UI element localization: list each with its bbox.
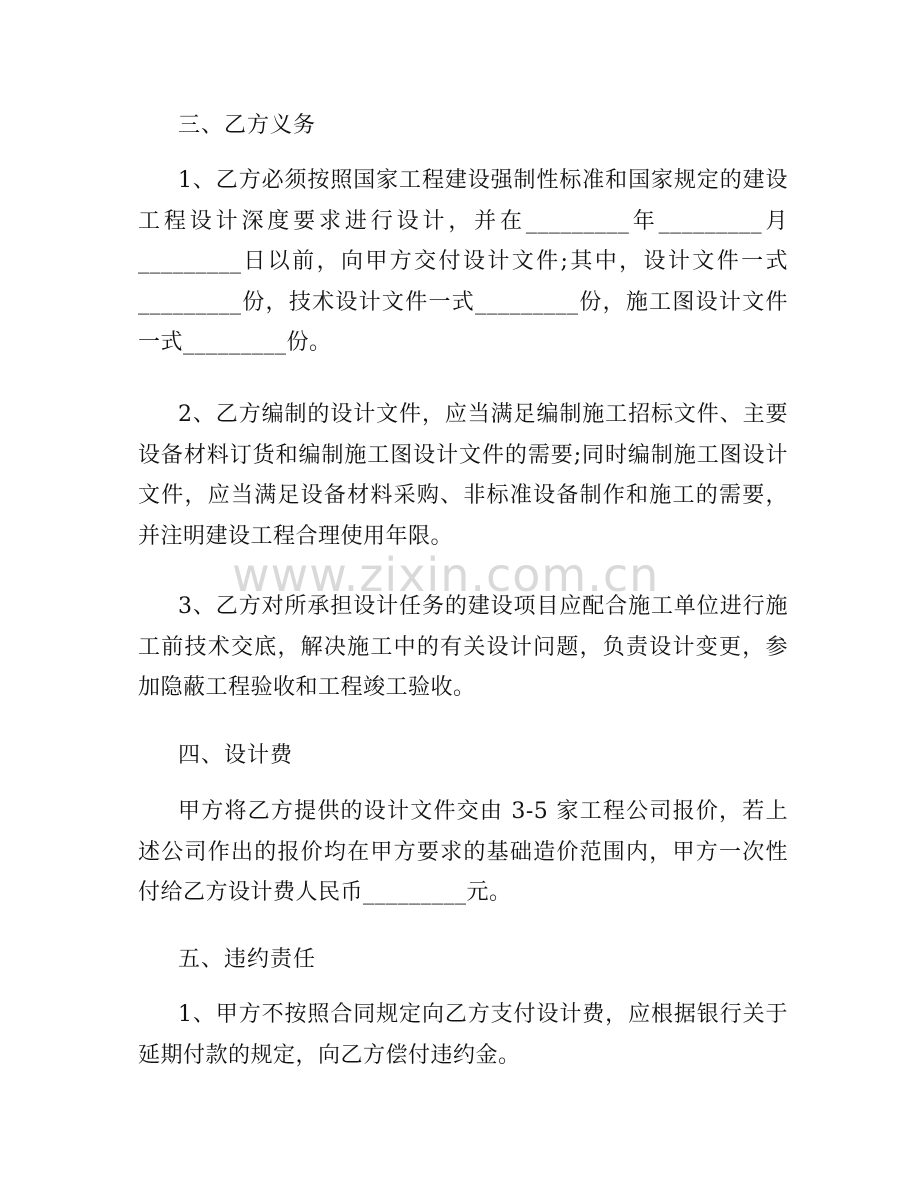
- section-4-heading: 四、设计费: [178, 743, 294, 768]
- section-3-paragraph-1: 1、乙方必须按照国家工程建设强制性标准和国家规定的建设工程设计深度要求进行设计，并在_________年_________月_________日以前，向甲方交付设计文件;其中，设计文件一式_________份，技术设计文件一式_________份，施工图设计文件一式_________份。: [138, 168, 788, 355]
- section-4-paragraph-1: 甲方将乙方提供的设计文件交由 3-5 家工程公司报价，若上述公司作出的报价均在甲方要求的基础造价范围内，甲方一次性付给乙方设计费人民币_________元。: [138, 799, 788, 905]
- section-3-paragraph-2: 2、乙方编制的设计文件，应当满足编制施工招标文件、主要设备材料订货和编制施工图设计文件的需要;同时编制施工图设计文件，应当满足设备材料采购、非标准设备制作和施工的需要，并注明建设工程合理使用年限。: [138, 402, 788, 549]
- section-5-heading: 五、违约责任: [178, 947, 317, 972]
- section-5-paragraph-1: 1、甲方不按照合同规定向乙方支付设计费，应根据银行关于延期付款的规定，向乙方偿付违约金。: [138, 1002, 788, 1068]
- section-3-heading: 三、乙方义务: [178, 113, 317, 138]
- watermark-text: www.zixin.com.cn: [232, 548, 660, 602]
- section-3-paragraph-3: 3、乙方对所承担设计任务的建设项目应配合施工单位进行施工前技术交底，解决施工中的有关设计问题，负责设计变更，参加隐蔽工程验收和工程竣工验收。: [138, 594, 788, 700]
